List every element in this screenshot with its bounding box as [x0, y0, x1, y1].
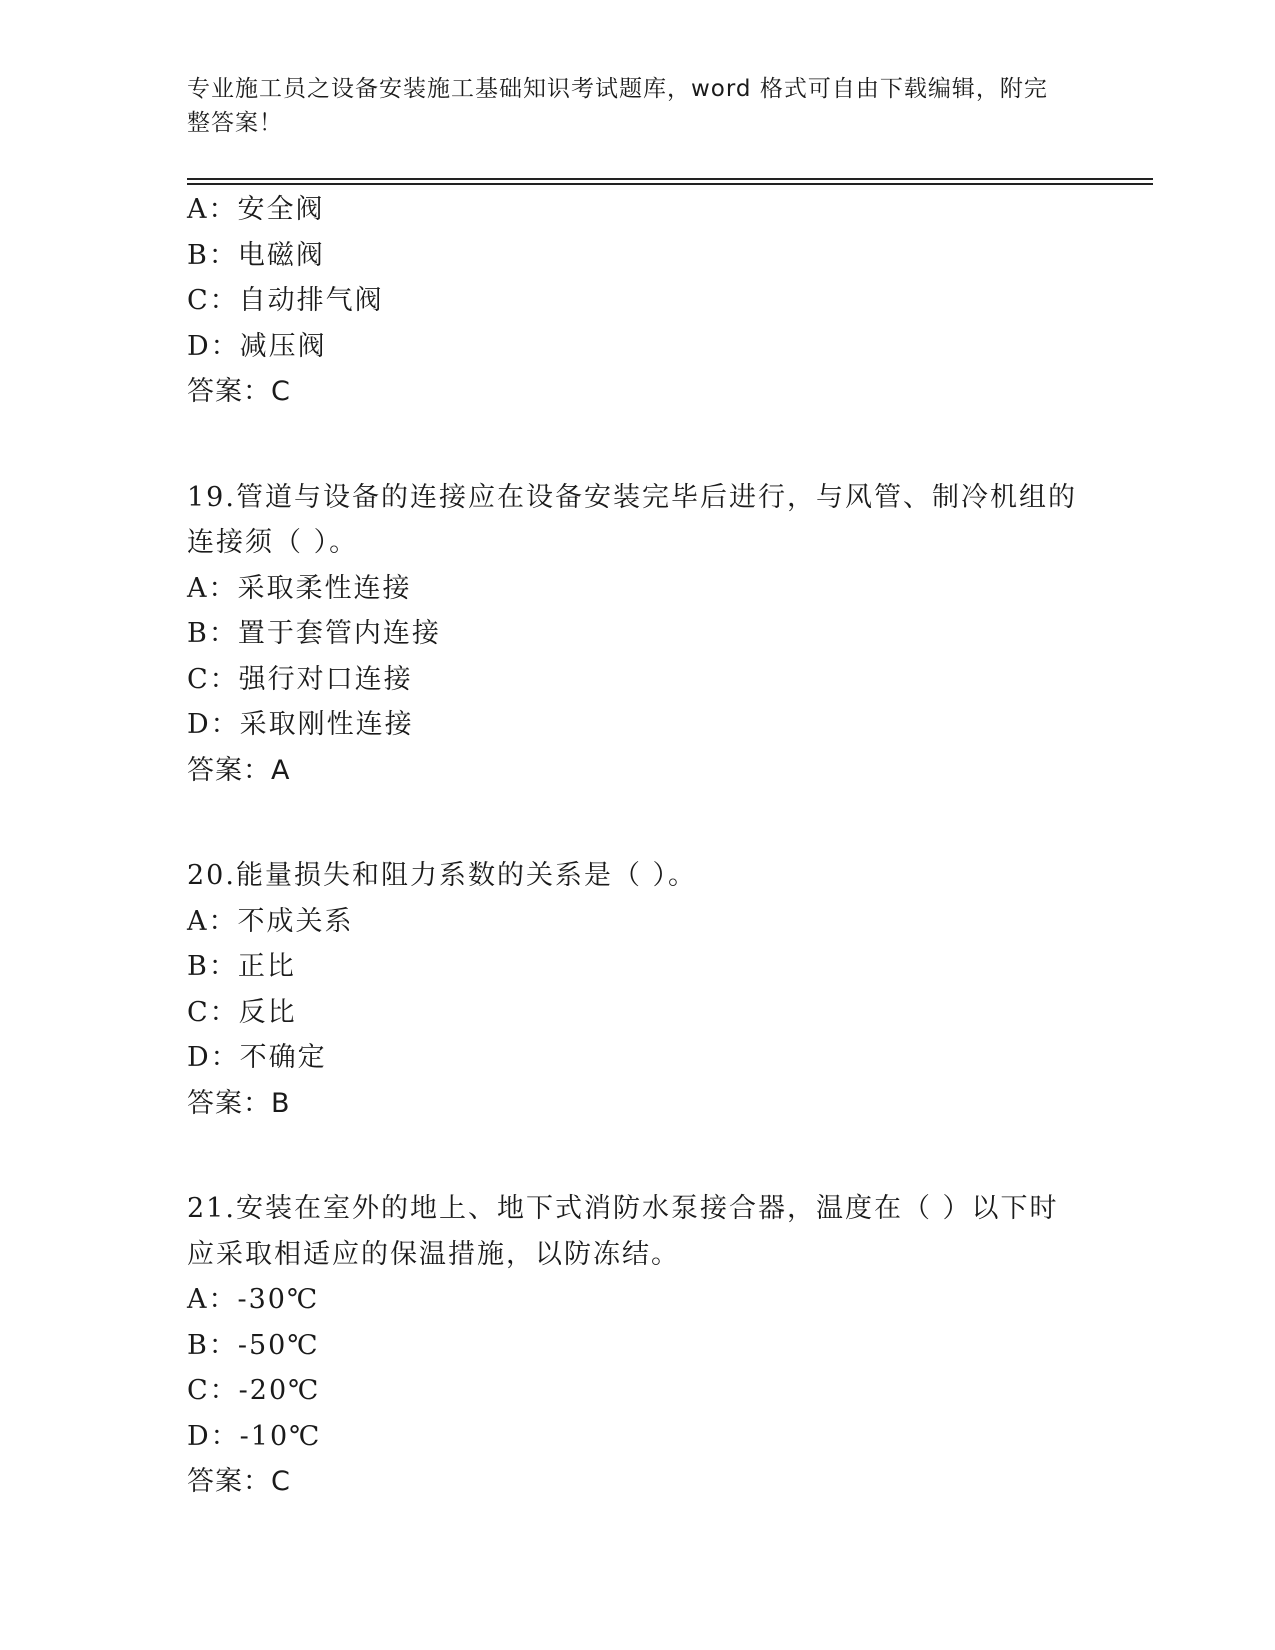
option-d: D：不确定: [187, 1042, 327, 1073]
question-block-21: [187, 1186, 1087, 1505]
option-a: A：-30℃: [187, 1284, 320, 1315]
answer-line: 答案：C: [187, 376, 291, 407]
answer-line: 答案：A: [187, 754, 291, 786]
option-d: D：-10℃: [187, 1420, 322, 1452]
question-stem: 20.能量损失和阻力系数的关系是（ ）。: [187, 860, 698, 891]
question-block-18: [187, 187, 1087, 415]
option-a: A：不成关系: [187, 905, 354, 937]
question-block-19: [187, 475, 1087, 794]
option-c: C：自动排气阀: [187, 285, 384, 316]
header-line-2: 整答案！: [187, 110, 283, 136]
question-list: [187, 187, 1087, 1505]
option-a: A：采取柔性连接: [187, 572, 412, 604]
option-d: D：减压阀: [187, 330, 327, 362]
option-c: C：强行对口连接: [187, 663, 413, 695]
header-divider-top: [187, 178, 1153, 180]
answer-line: 答案：B: [187, 1087, 291, 1119]
option-b: B：正比: [187, 951, 296, 982]
option-c: C：-20℃: [187, 1375, 321, 1406]
question-spacer: [187, 415, 1087, 475]
option-b: B：电磁阀: [187, 239, 325, 271]
option-a: A：安全阀: [187, 194, 325, 225]
question-stem-continued: 应采取相适应的保温措施，以防冻结。: [187, 1238, 680, 1270]
option-b: B：-50℃: [187, 1329, 320, 1361]
question-spacer: [187, 793, 1087, 853]
header-divider-bottom: [187, 183, 1153, 185]
question-stem: 21.安装在室外的地上、地下式消防水泵接合器，温度在（ ）以下时: [187, 1193, 1059, 1224]
question-spacer: [187, 1126, 1087, 1186]
option-b: B：置于套管内连接: [187, 618, 441, 649]
answer-line: 答案：C: [187, 1466, 291, 1497]
header-line-1: 专业施工员之设备安装施工基础知识考试题库，word 格式可自由下载编辑，附完: [187, 76, 1048, 102]
option-d: D：采取刚性连接: [187, 709, 414, 740]
question-stem-continued: 连接须（ ）。: [187, 527, 359, 558]
document-header: [187, 72, 1067, 140]
option-c: C：反比: [187, 996, 297, 1028]
question-block-20: [187, 853, 1087, 1126]
question-stem: 19.管道与设备的连接应在设备安装完毕后进行，与风管、制冷机组的: [187, 481, 1077, 513]
